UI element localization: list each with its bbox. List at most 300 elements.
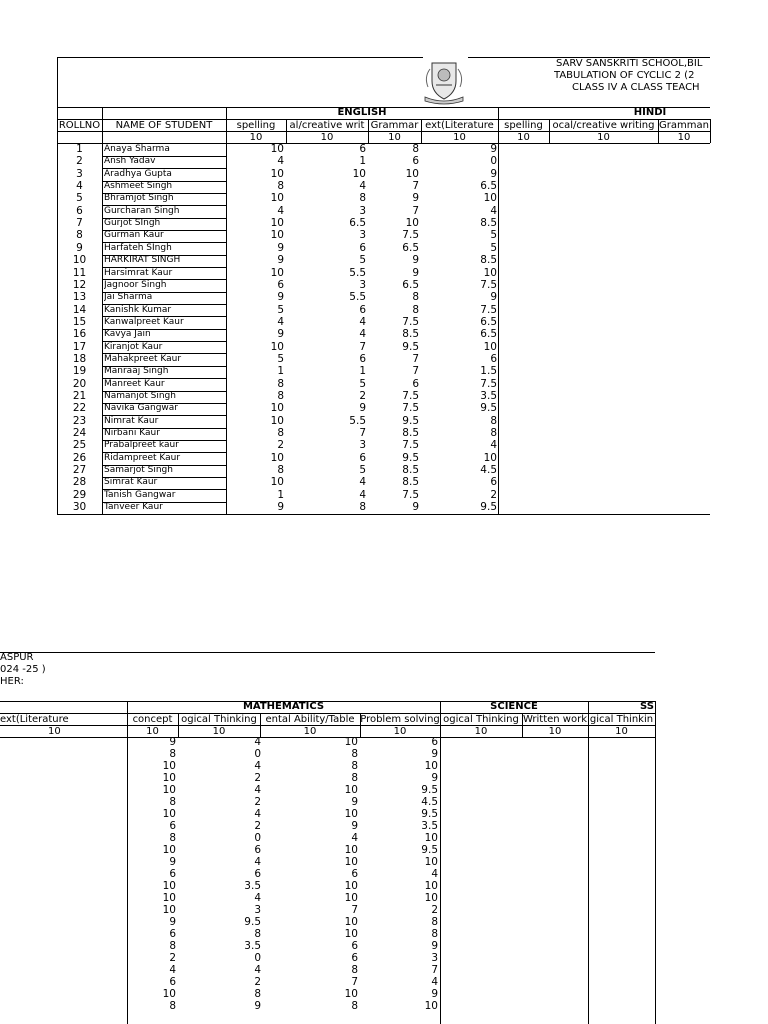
max-marks: 10 — [453, 132, 466, 143]
math-problem-solving-mark: 10 — [424, 760, 438, 772]
student-name: HARKIRAT SINGH — [104, 255, 181, 266]
max-marks: 10 — [303, 726, 317, 737]
english-creative-writing-mark: 4 — [359, 476, 366, 489]
english-creative-writing-mark: 5 — [359, 377, 366, 390]
math-concept-header: concept — [132, 714, 173, 725]
english-literature-mark: 2 — [490, 488, 497, 501]
roll-number: 30 — [72, 501, 87, 514]
rollno-header: ROLLNO — [58, 120, 101, 131]
math-logical-thinking-mark: 6 — [254, 844, 261, 856]
math-mental-ability-mark: 10 — [344, 916, 358, 928]
english-grammar-mark: 10 — [405, 167, 419, 180]
math-logical-thinking-mark: 3.5 — [244, 880, 261, 892]
english-literature-mark: 7.5 — [480, 278, 497, 291]
english-grammar-mark: 7 — [412, 180, 419, 193]
max-marks: 10 — [146, 726, 159, 737]
english-literature-mark: 9 — [490, 291, 497, 304]
max-marks: 10 — [474, 726, 488, 737]
school-name-continued: ASPUR — [0, 652, 34, 663]
math-mental-ability-mark: 10 — [344, 892, 358, 904]
roll-number: 11 — [72, 266, 87, 279]
math-logical-thinking-mark: 4 — [254, 856, 261, 868]
english-spelling-mark: 9 — [277, 501, 284, 514]
english-literature-mark: 8.5 — [480, 254, 497, 267]
class-info-continued: HER: — [0, 676, 24, 687]
english-grammar-mark: 7.5 — [402, 229, 419, 242]
english-literature-mark: 0 — [490, 155, 497, 168]
class-info: CLASS IV A CLASS TEACH — [572, 82, 700, 93]
math-problem-solving-mark: 8 — [431, 916, 438, 928]
english-grammar-mark: 8.5 — [402, 476, 419, 489]
english-spelling-mark: 10 — [270, 167, 284, 180]
english-spelling-mark: 4 — [277, 155, 284, 168]
math-mental-ability-mark: 10 — [344, 880, 358, 892]
student-name: Kiranjot Kaur — [104, 341, 163, 352]
math-mental-ability-mark: 6 — [351, 868, 358, 880]
student-name: Harsimrat Kaur — [104, 267, 173, 278]
ss-subject-label: SS — [640, 701, 654, 712]
math-concept-mark: 9 — [169, 856, 176, 868]
math-problem-solving-mark: 9 — [431, 748, 438, 760]
english-spelling-mark: 1 — [277, 488, 284, 501]
english-creative-writing-mark: 10 — [352, 167, 366, 180]
roll-number: 12 — [72, 278, 87, 291]
roll-number: 27 — [72, 464, 87, 477]
math-mental-ability-mark: 8 — [351, 760, 358, 772]
math-problem-solving-mark: 4.5 — [421, 796, 438, 808]
roll-number: 7 — [76, 217, 83, 230]
english-creative-writing-mark: 3 — [359, 204, 366, 217]
math-logical-thinking-mark: 3 — [254, 904, 261, 916]
english-creative-writing-mark: 4 — [359, 315, 366, 328]
math-concept-mark: 10 — [162, 892, 176, 904]
english-subject-label: ENGLISH — [337, 107, 387, 118]
english-creative-writing-mark: 2 — [359, 390, 366, 402]
student-name: Prabalpreet kaur — [104, 440, 179, 451]
english-creative-writing-mark: 5 — [359, 254, 366, 267]
roll-number: 24 — [72, 427, 87, 440]
roll-number: 29 — [72, 488, 87, 501]
english-literature-mark: 6 — [490, 476, 497, 489]
math-logical-thinking-mark: 0 — [254, 748, 261, 760]
math-problem-solving-mark: 10 — [424, 1000, 438, 1012]
english-spelling-mark: 10 — [270, 451, 284, 464]
math-mental-ability-mark: 9 — [351, 796, 358, 808]
student-name: Gurjot SIngh — [104, 218, 161, 229]
science-written-work-header: Written work — [522, 714, 588, 725]
math-mental-ability-mark: 10 — [344, 856, 358, 868]
roll-number: 8 — [76, 229, 83, 242]
math-concept-mark: 8 — [169, 940, 176, 952]
math-logical-thinking-mark: 8 — [254, 928, 261, 940]
english-literature-mark: 9 — [490, 167, 497, 180]
student-name: Bhramjot Singh — [104, 193, 174, 204]
english-literature-mark: 10 — [483, 340, 497, 353]
science-subject-label: SCIENCE — [490, 701, 538, 712]
english-grammar-mark: 7 — [412, 365, 419, 378]
student-name: Kanishk Kumar — [104, 304, 172, 315]
english-creative-writing-header: al/creative writ — [289, 120, 365, 131]
english-grammar-mark: 7 — [412, 352, 419, 365]
english-creative-writing-mark: 7 — [359, 427, 366, 440]
student-name: Mahakpreet Kaur — [104, 353, 182, 364]
student-name: Gurman Kaur — [104, 230, 164, 241]
math-problem-solving-mark: 3.5 — [421, 820, 438, 832]
english-creative-writing-mark: 3 — [359, 439, 366, 452]
max-marks: 10 — [517, 132, 530, 143]
english-spelling-mark: 8 — [277, 377, 284, 390]
math-concept-mark: 10 — [162, 772, 176, 784]
english-spelling-mark: 10 — [270, 414, 284, 427]
roll-number: 19 — [72, 365, 87, 378]
math-mental-ability-mark: 4 — [351, 832, 358, 844]
math-logical-thinking-mark: 2 — [254, 976, 261, 988]
english-spelling-mark: 5 — [277, 303, 284, 316]
math-mental-ability-mark: 8 — [351, 772, 358, 784]
math-concept-mark: 4 — [169, 964, 176, 976]
english-spelling-mark: 9 — [277, 241, 284, 254]
student-name: Nimrat Kaur — [104, 415, 159, 426]
hindi-subject-label: HINDI — [633, 107, 667, 118]
english-literature-mark: 8.5 — [480, 217, 497, 230]
math-problem-solving-mark: 9.5 — [421, 844, 438, 856]
english-grammar-mark: 9 — [412, 501, 419, 514]
english-creative-writing-mark: 8 — [359, 501, 366, 514]
english-spelling-mark: 4 — [277, 204, 284, 217]
english-spelling-mark: 10 — [270, 192, 284, 205]
math-concept-mark: 6 — [169, 820, 176, 832]
english-literature-mark: 9.5 — [480, 501, 497, 514]
english-grammar-mark: 8.5 — [402, 427, 419, 440]
english-spelling-mark: 10 — [270, 217, 284, 230]
student-name: Jai Sharma — [104, 292, 153, 303]
english-spelling-mark: 8 — [277, 390, 284, 402]
english-literature-mark: 10 — [483, 266, 497, 279]
math-concept-mark: 8 — [169, 1000, 176, 1012]
english-literature-mark: 4.5 — [480, 464, 497, 477]
english-grammar-mark: 8 — [412, 291, 419, 304]
english-spelling-mark: 8 — [277, 427, 284, 440]
math-logical-thinking-mark: 4 — [254, 964, 261, 976]
math-mental-ability-mark: 7 — [351, 976, 358, 988]
roll-number: 6 — [76, 204, 83, 217]
english-creative-writing-mark: 9 — [359, 402, 366, 415]
english-grammar-mark: 7.5 — [402, 315, 419, 328]
roll-number: 18 — [72, 352, 87, 365]
english-spelling-mark: 1 — [277, 365, 284, 378]
math-mental-ability-mark: 9 — [351, 820, 358, 832]
math-problem-solving-header: Problem solving — [360, 714, 440, 725]
math-logical-thinking-mark: 6 — [254, 868, 261, 880]
english-spelling-mark: 10 — [270, 143, 284, 155]
roll-number: 23 — [72, 414, 87, 427]
math-mental-ability-header: ental Ability/Table — [265, 714, 355, 725]
hindi-creative-writing-header: ocal/creative writing — [552, 120, 655, 131]
english-spelling-mark: 9 — [277, 254, 284, 267]
max-marks: 10 — [677, 132, 691, 143]
roll-number: 22 — [72, 402, 87, 415]
english-grammar-mark: 9.5 — [402, 451, 419, 464]
math-problem-solving-mark: 3 — [431, 952, 438, 964]
math-problem-solving-mark: 4 — [431, 976, 438, 988]
math-problem-solving-mark: 8 — [431, 928, 438, 940]
english-spelling-mark: 10 — [270, 266, 284, 279]
english-grammar-mark: 9 — [412, 192, 419, 205]
english-grammar-mark: 8 — [412, 303, 419, 316]
math-concept-mark: 10 — [162, 844, 176, 856]
math-concept-mark: 6 — [169, 928, 176, 940]
math-mental-ability-mark: 10 — [344, 736, 358, 748]
student-name: Kanwalpreet Kaur — [104, 316, 184, 327]
english-grammar-mark: 6.5 — [402, 241, 419, 254]
english-creative-writing-mark: 5.5 — [349, 291, 366, 304]
english-grammar-mark: 8.5 — [402, 464, 419, 477]
math-problem-solving-mark: 10 — [424, 832, 438, 844]
math-concept-mark: 10 — [162, 904, 176, 916]
math-concept-mark: 8 — [169, 796, 176, 808]
english-literature-mark: 1.5 — [480, 365, 497, 378]
roll-number: 4 — [76, 180, 83, 193]
english-grammar-mark: 6 — [412, 377, 419, 390]
english-creative-writing-mark: 7 — [359, 340, 366, 353]
math-concept-mark: 6 — [169, 868, 176, 880]
english-creative-writing-mark: 6 — [359, 451, 366, 464]
english-creative-writing-mark: 1 — [359, 365, 366, 378]
math-logical-thinking-mark: 8 — [254, 988, 261, 1000]
roll-number: 28 — [72, 476, 87, 489]
math-mental-ability-mark: 8 — [351, 748, 358, 760]
roll-number: 1 — [76, 143, 83, 155]
english-grammar-mark: 7.5 — [402, 488, 419, 501]
math-problem-solving-mark: 9 — [431, 988, 438, 1000]
english-creative-writing-mark: 5.5 — [349, 266, 366, 279]
english-literature-mark: 8 — [490, 414, 497, 427]
english-literature-mark: 3.5 — [480, 390, 497, 402]
mathematics-subject-label: MATHEMATICS — [242, 701, 325, 712]
math-mental-ability-mark: 10 — [344, 784, 358, 796]
student-name: Simrat Kaur — [104, 477, 158, 488]
math-concept-mark: 8 — [169, 748, 176, 760]
roll-number: 9 — [76, 241, 83, 254]
math-mental-ability-mark: 10 — [344, 928, 358, 940]
english-literature-mark: 6.5 — [480, 328, 497, 341]
english-creative-writing-mark: 6 — [359, 241, 366, 254]
english-grammar-mark: 7.5 — [402, 439, 419, 452]
math-mental-ability-mark: 7 — [351, 904, 358, 916]
english-spelling-mark: 9 — [277, 291, 284, 304]
english-grammar-mark: 9.5 — [402, 340, 419, 353]
student-name: Manraaj Singh — [104, 366, 169, 377]
math-logical-thinking-mark: 2 — [254, 772, 261, 784]
english-literature-mark: 7.5 — [480, 303, 497, 316]
english-creative-writing-mark: 5.5 — [349, 414, 366, 427]
student-name: Ansh Yadav — [104, 156, 156, 167]
hindi-literature-header: ext(Literature — [0, 714, 69, 725]
english-creative-writing-mark: 1 — [359, 155, 366, 168]
exam-title-continued: 024 -25 ) — [0, 664, 46, 675]
english-spelling-mark: 10 — [270, 476, 284, 489]
max-marks: 10 — [393, 726, 407, 737]
math-logical-thinking-mark: 0 — [254, 952, 261, 964]
student-name: Jagnoor Singh — [104, 279, 167, 290]
english-spelling-mark: 5 — [277, 352, 284, 365]
english-grammar-mark: 9.5 — [402, 414, 419, 427]
math-problem-solving-mark: 10 — [424, 856, 438, 868]
english-spelling-mark: 9 — [277, 328, 284, 341]
english-grammar-mark: 7.5 — [402, 390, 419, 402]
english-creative-writing-mark: 5 — [359, 464, 366, 477]
math-concept-mark: 6 — [169, 976, 176, 988]
english-literature-mark: 7.5 — [480, 377, 497, 390]
student-name: Harfateh SIngh — [104, 242, 172, 253]
math-problem-solving-mark: 10 — [424, 892, 438, 904]
english-creative-writing-mark: 6 — [359, 352, 366, 365]
math-problem-solving-mark: 9 — [431, 940, 438, 952]
math-problem-solving-mark: 2 — [431, 904, 438, 916]
max-marks: 10 — [212, 726, 226, 737]
math-mental-ability-mark: 10 — [344, 808, 358, 820]
english-literature-mark: 4 — [490, 439, 497, 452]
science-logical-thinking-header: ogical Thinking — [443, 714, 519, 725]
english-literature-mark: 9.5 — [480, 402, 497, 415]
english-literature-mark: 9 — [490, 143, 497, 155]
math-concept-mark: 2 — [169, 952, 176, 964]
english-creative-writing-mark: 3 — [359, 278, 366, 291]
english-creative-writing-mark: 6.5 — [349, 217, 366, 230]
math-mental-ability-mark: 8 — [351, 964, 358, 976]
english-grammar-mark: 9 — [412, 254, 419, 267]
math-concept-mark: 9 — [169, 736, 176, 748]
english-literature-mark: 6 — [490, 352, 497, 365]
student-name: Manreet Kaur — [104, 378, 165, 389]
english-spelling-header: spelling — [236, 120, 276, 131]
student-name: Samarjot Singh — [104, 465, 173, 476]
english-spelling-mark: 10 — [270, 402, 284, 415]
english-literature-mark: 5 — [490, 241, 497, 254]
roll-number: 26 — [72, 451, 87, 464]
english-creative-writing-mark: 4 — [359, 180, 366, 193]
math-mental-ability-mark: 10 — [344, 844, 358, 856]
roll-number: 2 — [76, 155, 83, 168]
math-mental-ability-mark: 8 — [351, 1000, 358, 1012]
math-logical-thinking-mark: 4 — [254, 760, 261, 772]
student-name: Anaya Sharma — [104, 144, 170, 154]
math-problem-solving-mark: 7 — [431, 964, 438, 976]
student-name: Navika Gangwar — [104, 403, 178, 414]
math-logical-thinking-mark: 0 — [254, 832, 261, 844]
english-grammar-header: Grammar — [370, 120, 419, 131]
max-marks: 10 — [249, 132, 263, 143]
roll-number: 3 — [76, 167, 83, 180]
math-logical-thinking-header: ogical Thinking — [181, 714, 257, 725]
school-crest-logo — [422, 57, 466, 107]
english-literature-mark: 10 — [483, 451, 497, 464]
math-logical-thinking-mark: 3.5 — [244, 940, 261, 952]
english-creative-writing-mark: 6 — [359, 303, 366, 316]
math-concept-mark: 10 — [162, 988, 176, 1000]
roll-number: 21 — [72, 390, 87, 402]
english-literature-mark: 8 — [490, 427, 497, 440]
english-creative-writing-mark: 6 — [359, 143, 366, 155]
math-mental-ability-mark: 10 — [344, 988, 358, 1000]
math-logical-thinking-mark: 4 — [254, 784, 261, 796]
max-marks: 10 — [597, 132, 610, 143]
math-concept-mark: 10 — [162, 760, 176, 772]
ss-logical-thinking-header: gical Thinkin — [589, 714, 654, 725]
english-grammar-mark: 8.5 — [402, 328, 419, 341]
student-name: Ridampreet Kaur — [104, 452, 181, 463]
student-name: Ashmeet Singh — [104, 181, 173, 192]
math-concept-mark: 10 — [162, 784, 176, 796]
math-mental-ability-mark: 6 — [351, 952, 358, 964]
math-problem-solving-mark: 4 — [431, 868, 438, 880]
english-grammar-mark: 6 — [412, 155, 419, 168]
math-problem-solving-mark: 9 — [431, 772, 438, 784]
max-marks: 10 — [548, 726, 562, 737]
english-grammar-mark: 7 — [412, 204, 419, 217]
roll-number: 20 — [72, 377, 87, 390]
max-marks: 10 — [48, 726, 61, 737]
english-literature-mark: 6.5 — [480, 180, 497, 193]
english-spelling-mark: 10 — [270, 229, 284, 242]
english-spelling-mark: 2 — [277, 439, 284, 452]
math-mental-ability-mark: 6 — [351, 940, 358, 952]
math-logical-thinking-mark: 9.5 — [244, 916, 261, 928]
student-name: Tanveer Kaur — [104, 502, 163, 513]
student-name: Nirbani Kaur — [104, 428, 160, 439]
student-name: Kavya Jain — [104, 329, 151, 340]
english-grammar-mark: 10 — [405, 217, 419, 230]
math-problem-solving-mark: 9.5 — [421, 784, 438, 796]
english-spelling-mark: 8 — [277, 180, 284, 193]
english-spelling-mark: 10 — [270, 340, 284, 353]
max-marks: 10 — [615, 726, 628, 737]
max-marks: 10 — [388, 132, 401, 143]
math-problem-solving-mark: 10 — [424, 880, 438, 892]
english-literature-header: ext(Literature — [425, 120, 494, 131]
hindi-spelling-header: spelling — [504, 120, 543, 131]
roll-number: 15 — [72, 315, 87, 328]
hindi-grammar-header: Gramman — [659, 120, 709, 131]
english-spelling-mark: 8 — [277, 464, 284, 477]
math-concept-mark: 10 — [162, 880, 176, 892]
math-logical-thinking-mark: 4 — [254, 892, 261, 904]
roll-number: 16 — [72, 328, 87, 341]
math-problem-solving-mark: 6 — [431, 736, 438, 748]
math-concept-mark: 8 — [169, 832, 176, 844]
english-spelling-mark: 6 — [277, 278, 284, 291]
exam-title: TABULATION OF CYCLIC 2 (2 — [554, 70, 695, 81]
student-name: Gurcharan Singh — [104, 205, 180, 216]
math-logical-thinking-mark: 2 — [254, 796, 261, 808]
math-logical-thinking-mark: 9 — [254, 1000, 261, 1012]
math-concept-mark: 9 — [169, 916, 176, 928]
roll-number: 5 — [76, 192, 83, 205]
english-creative-writing-mark: 4 — [359, 328, 366, 341]
math-logical-thinking-mark: 4 — [254, 736, 261, 748]
math-concept-mark: 10 — [162, 808, 176, 820]
roll-number: 10 — [72, 254, 87, 267]
math-logical-thinking-mark: 4 — [254, 808, 261, 820]
student-name-header: NAME OF STUDENT — [115, 120, 213, 131]
english-creative-writing-mark: 8 — [359, 192, 366, 205]
roll-number: 17 — [72, 340, 87, 353]
english-grammar-mark: 7.5 — [402, 402, 419, 415]
english-creative-writing-mark: 4 — [359, 488, 366, 501]
english-literature-mark: 5 — [490, 229, 497, 242]
max-marks: 10 — [320, 132, 334, 143]
student-name: Namanjot Singh — [104, 391, 176, 401]
